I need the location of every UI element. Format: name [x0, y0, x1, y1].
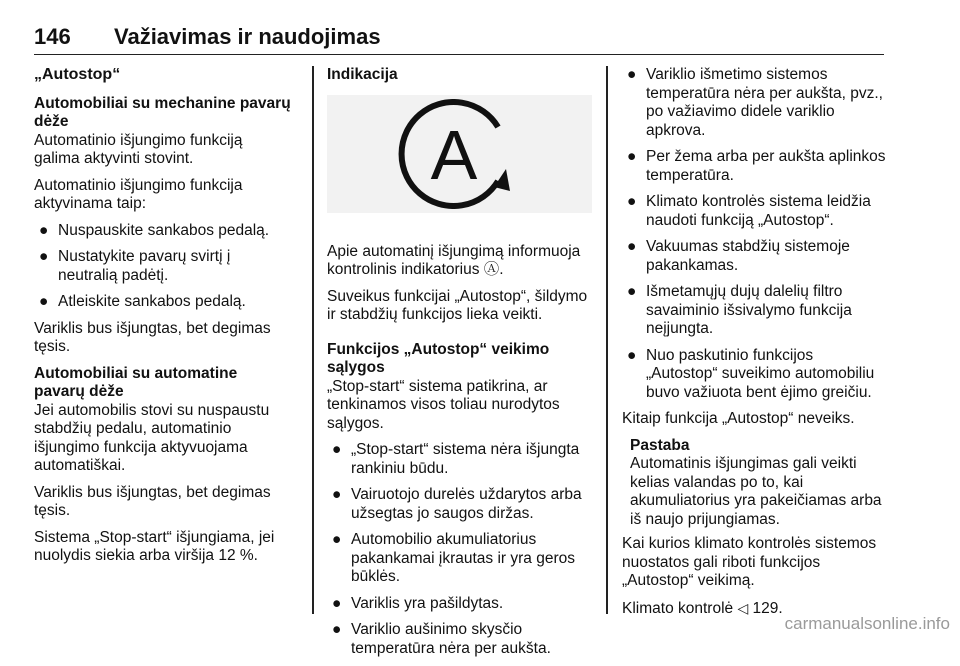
column-2: [327, 66, 592, 666]
reference-arrow-icon: ◁: [737, 599, 749, 616]
bullet-icon: ●: [332, 486, 342, 503]
heading-manual-gearbox: Automobiliai su mechanine pavarų dėže: [34, 94, 291, 130]
column-divider: [312, 66, 314, 614]
list-item: ● Klimato kontrolės sistema leidžia naudoti funkciją „Autostop“.: [627, 193, 871, 229]
heading-conditions: Funkcijos „Autostop“ veikimo sąlygos: [327, 340, 550, 376]
note-text: Automatinis išjungimas gali veikti kelias valandas po to, kai akumuliatorius yra pakeičiamas arba iš naujo prijungiamas.: [630, 455, 882, 528]
list-item: ● „Stop-start“ sistema nėra išjungta rankiniu būdu.: [332, 441, 580, 477]
list-item: ● Nustatykite pavarų svirtį į neutralią padėtį.: [39, 248, 231, 284]
bullet-icon: ●: [627, 193, 637, 210]
climate-paragraph: Kai kurios klimato kontrolės sistemos nuostatos gali riboti funkcijos „Autostop“ veikimą.: [622, 535, 877, 589]
indicator-paragraph-1: Apie automatinį išjungimą informuoja kontrolinis indikatorius Ⓐ.: [327, 242, 581, 278]
reference-page: 129.: [752, 599, 783, 617]
page-header: [34, 24, 884, 55]
bullet-icon: ●: [332, 594, 342, 612]
page-title: Važiavimas ir naudojimas: [114, 24, 381, 49]
bullet-icon: ●: [332, 531, 342, 548]
bullet-icon: ●: [332, 441, 342, 458]
column-3: [622, 66, 888, 626]
list-item: ● Nuo paskutinio funkcijos „Autostop“ suveikimo automobiliu buvo važiuota bent ėjimo greičiu.: [627, 346, 875, 401]
bullet-icon: ●: [627, 283, 637, 300]
note-block: [630, 437, 888, 530]
list-item: ● Variklio išmetimo sistemos temperatūra nėra per aukšta, pvz., po važiavimo didele variklio apkrova.: [627, 66, 883, 139]
list-item: ● Vakuumas stabdžių sistemoje pakankamas.: [627, 238, 850, 274]
column-1: [34, 66, 292, 574]
note-title: Pastaba: [630, 436, 690, 454]
auto-paragraph-1: Jei automobilis stovi su nuspaustu stabdžių pedalu, automatinio išjungimo funkcija aktyvuojama automatiškai.: [34, 401, 270, 474]
indicator-figure: [327, 95, 592, 213]
list-item: ● Per žema arba per aukšta aplinkos temperatūra.: [627, 148, 886, 184]
conditions-list-continued: [622, 66, 888, 402]
indicator-letter: A: [430, 115, 477, 194]
bullet-icon: ●: [627, 66, 637, 83]
manual-paragraph-3: Variklis bus išjungtas, bet degimas tęsis.: [34, 319, 271, 355]
manual-paragraph-2: Automatinio išjungimo funkcija aktyvinama taip:: [34, 176, 243, 212]
conditions-list: [327, 441, 592, 658]
list-item: ● Išmetamųjų dujų dalelių filtro savaiminio išsivalymo funkcija neįjungta.: [627, 283, 852, 337]
manual-steps-list: [34, 222, 292, 312]
auto-paragraph-3: Sistema „Stop-start“ išjungiama, jei nuolydis siekia arba viršija 12 %.: [34, 528, 275, 564]
page-number: 146: [34, 24, 71, 49]
list-item: ● Vairuotojo durelės uždarytos arba užsegtas jo saugos diržas.: [332, 486, 582, 522]
bullet-icon: ●: [332, 621, 342, 638]
indicator-paragraph-2: Suveikus funkcijai „Autostop“, šildymo ir stabdžių funkcijos lieka veikti.: [327, 287, 588, 323]
list-item: ● Atleiskite sankabos pedalą.: [39, 293, 246, 310]
conditions-intro: „Stop-start“ sistema patikrina, ar tenkinamos visos toliau nurodytos sąlygos.: [327, 377, 560, 432]
otherwise-paragraph: Kitaip funkcija „Autostop“ neveiks.: [622, 410, 855, 427]
autostop-indicator-icon: [390, 99, 530, 209]
bullet-icon: ●: [627, 238, 637, 255]
bullet-icon: ●: [627, 148, 637, 165]
bullet-icon: ●: [39, 221, 49, 239]
heading-automatic-gearbox: Automobiliai su automatine pavarų dėže: [34, 364, 238, 400]
section-title-autostop: „Autostop“: [34, 66, 121, 83]
heading-indication: Indikacija: [327, 66, 398, 83]
column-divider: [606, 66, 608, 614]
manual-paragraph-1: Automatinio išjungimo funkciją galima aktyvinti stovint.: [34, 131, 243, 167]
bullet-icon: ●: [39, 293, 49, 310]
list-item: ● Automobilio akumuliatorius pakankamai įkrautas ir yra geros būklės.: [332, 531, 575, 585]
watermark: carmanualsonline.info: [784, 614, 950, 633]
auto-paragraph-2: Variklis bus išjungtas, bet degimas tęsis.: [34, 483, 271, 519]
reference-text: Klimato kontrolė: [622, 599, 734, 617]
bullet-icon: ●: [39, 248, 49, 265]
list-item: ● Nuspauskite sankabos pedalą.: [39, 221, 270, 239]
list-item: ● Variklio aušinimo skysčio temperatūra nėra per aukšta.: [332, 621, 551, 657]
list-item: ● Variklis yra pašildytas.: [332, 594, 504, 612]
bullet-icon: ●: [627, 346, 637, 364]
